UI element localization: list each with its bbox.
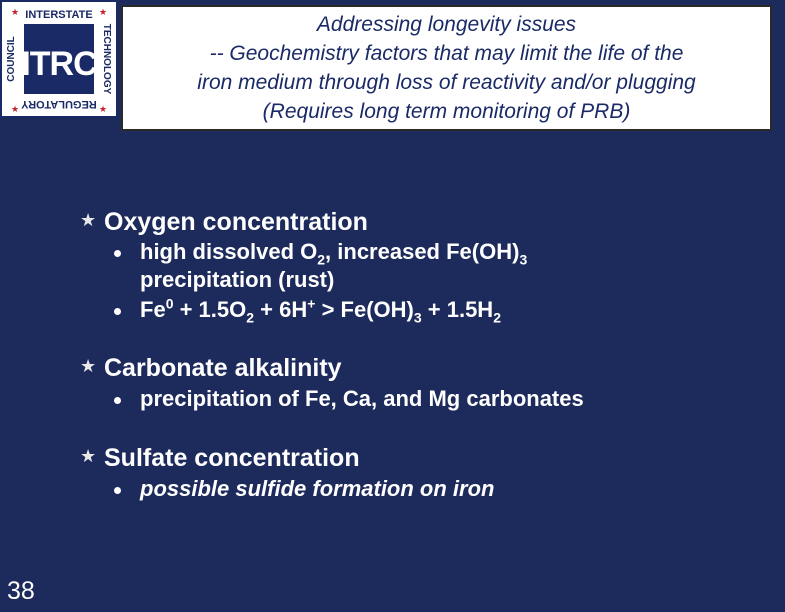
dot-bullet-icon bbox=[114, 397, 121, 404]
star-bullet-icon: ★ bbox=[80, 210, 97, 230]
itrc-logo bbox=[0, 0, 118, 118]
star-bullet-icon: ★ bbox=[80, 356, 97, 376]
bullet-label: Sulfate concentration bbox=[104, 444, 360, 472]
dot-bullet-icon bbox=[114, 308, 121, 315]
logo-star-icon: ★ bbox=[11, 7, 20, 17]
star-bullet-icon: ★ bbox=[80, 446, 97, 466]
logo-text-left: COUNCIL bbox=[6, 36, 17, 82]
logo-text-main: ITRC bbox=[21, 45, 97, 83]
title-line: iron medium through loss of reactivity and/or plugging bbox=[197, 71, 696, 94]
title-line: Addressing longevity issues bbox=[316, 13, 577, 36]
sub-bullet-text: $Fe^0 + 1.5O_2 + 6H^+ > Fe(OH)_3 + 1.5H_2$ bbox=[140, 295, 501, 326]
logo-text-bottom: REGULATORY bbox=[21, 98, 97, 110]
title-line: (Requires long term monitoring of PRB) bbox=[262, 100, 631, 123]
logo-star-icon: ★ bbox=[99, 104, 108, 114]
title-box bbox=[121, 5, 772, 131]
title-line: -- Geochemistry factors that may limit the life of the bbox=[209, 42, 684, 65]
sub-bullet-text: precipitation (rust) bbox=[140, 267, 335, 292]
dot-bullet-icon bbox=[114, 487, 121, 494]
bullet-label: Carbonate alkalinity bbox=[104, 354, 342, 382]
dot-bullet-icon bbox=[114, 250, 121, 257]
logo-star-icon: ★ bbox=[11, 104, 20, 114]
logo-text-right: TECHNOLOGY bbox=[101, 23, 112, 95]
slide-title bbox=[197, 10, 695, 126]
logo-star-icon: ★ bbox=[99, 7, 108, 17]
page-number: 38 bbox=[7, 577, 35, 605]
sub-bullet-text: possible sulfide formation on iron bbox=[140, 476, 495, 501]
sub-bullet-text: high dissolved $O_2$, increased $Fe(OH)_3$ bbox=[140, 239, 528, 268]
bullet-label: Oxygen concentration bbox=[104, 208, 368, 236]
logo-text-top: INTERSTATE bbox=[25, 9, 93, 21]
sub-bullet-text: precipitation of Fe, Ca, and Mg carbonates bbox=[140, 386, 584, 411]
